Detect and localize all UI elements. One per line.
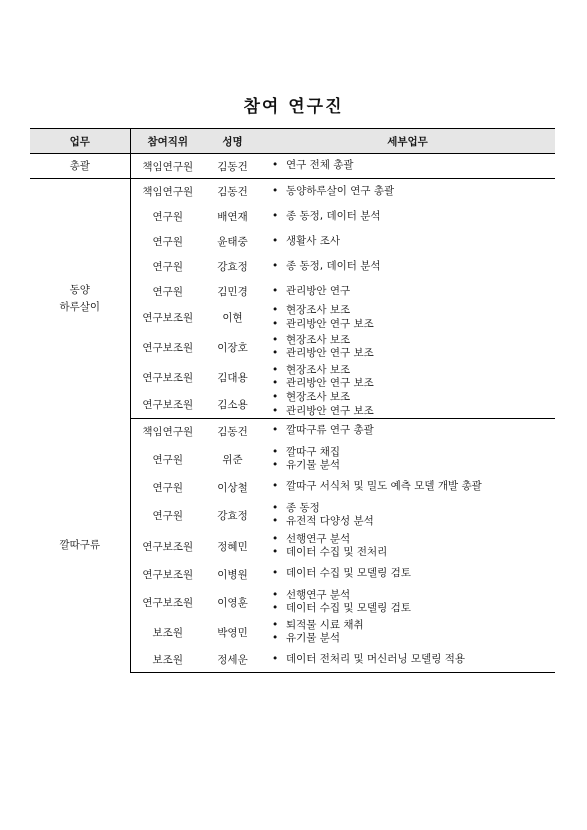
name-cell: 김동건	[217, 186, 248, 198]
duties-list	[270, 480, 555, 494]
duty-item: • 선행연구 분석	[270, 589, 555, 603]
task-category-cell	[30, 419, 130, 673]
duties-cell	[260, 499, 555, 531]
duties-list	[270, 567, 555, 581]
duties-list	[270, 210, 555, 224]
position-cell: 연구원	[152, 211, 183, 223]
name-cell: 윤태중	[217, 236, 248, 248]
duties-cell	[260, 443, 555, 475]
duties-cell	[260, 647, 555, 673]
task-category-label: 하루살이	[59, 300, 101, 313]
duty-item: • 데이터 전처리 및 머신러닝 모델링 적용	[270, 653, 555, 667]
duty-item: • 생활사 조사	[270, 235, 555, 249]
research-staff-table	[30, 128, 555, 673]
position-cell: 연구원	[152, 236, 183, 248]
duty-item: • 데이터 수집 및 모델링 검토	[270, 602, 555, 616]
duty-item: • 데이터 수집 및 전처리	[270, 546, 555, 560]
duty-item: • 관리방안 연구	[270, 285, 555, 299]
name-cell: 위준	[222, 453, 243, 466]
duties-cell	[260, 617, 555, 647]
header-duties: 세부업무	[260, 129, 555, 154]
task-category-cell	[30, 154, 130, 179]
duty-item: • 깔따구 채집	[270, 446, 555, 460]
header-name: 성명	[205, 129, 260, 154]
duties-cell	[260, 179, 555, 205]
table-row	[30, 179, 555, 205]
duties-list	[270, 446, 555, 473]
position-cell: 연구원	[152, 509, 183, 522]
duties-list	[270, 185, 555, 199]
duties-list	[270, 502, 555, 529]
page-title: 참여 연구진	[243, 97, 344, 117]
duties-list	[270, 533, 555, 560]
position-cell: 연구보조원	[142, 341, 194, 354]
duty-item: • 관리방안 연구 보조	[270, 377, 555, 391]
position-cell: 연구원	[152, 481, 183, 494]
duties-cell	[260, 254, 555, 279]
task-category-label: 동양	[69, 283, 90, 296]
duties-list	[270, 619, 555, 646]
duties-list	[270, 364, 555, 391]
duty-item: • 현장조사 보조	[270, 391, 555, 405]
duty-item: • 종 동정, 데이터 분석	[270, 210, 555, 224]
name-cell: 박영민	[217, 626, 248, 639]
duty-item: • 깔따구 서식처 및 밀도 예측 모델 개발 총괄	[270, 480, 555, 494]
duty-item: • 퇴적물 시료 채취	[270, 619, 555, 633]
duty-item: • 유기물 분석	[270, 632, 555, 646]
duties-cell	[260, 587, 555, 617]
duties-cell	[260, 475, 555, 499]
position-cell: 연구보조원	[142, 312, 194, 324]
duty-item: • 관리방안 연구 보조	[270, 318, 555, 332]
duty-item: • 동양하루살이 연구 총괄	[270, 185, 555, 199]
duties-cell	[260, 204, 555, 229]
duties-cell	[260, 561, 555, 587]
position-cell: 책임연구원	[130, 154, 205, 179]
position-cell: 책임연구원	[142, 186, 194, 198]
name-cell: 김대용	[217, 371, 248, 384]
name-cell: 이장호	[217, 341, 248, 354]
position-cell: 책임연구원	[142, 425, 194, 438]
name-cell: 배연재	[217, 211, 248, 223]
duties-cell	[260, 331, 555, 363]
name-cell: 정혜민	[217, 540, 248, 553]
duties-list	[270, 589, 555, 616]
name-cell: 김민경	[217, 286, 248, 298]
task-category-label: 총괄	[69, 159, 90, 172]
duties-list	[270, 391, 555, 418]
duty-item: • 데이터 수집 및 모델링 검토	[270, 567, 555, 581]
duty-item: • 현장조사 보조	[270, 364, 555, 378]
position-cell: 연구보조원	[142, 568, 194, 581]
duties-list	[270, 285, 555, 299]
duty-item: • 현장조사 보조	[270, 334, 555, 348]
duties-list	[270, 424, 555, 438]
position-cell: 연구원	[152, 286, 183, 298]
duties-cell	[260, 363, 555, 391]
position-cell: 연구원	[152, 453, 183, 466]
position-cell: 연구보조원	[142, 596, 194, 609]
duties-list	[270, 334, 555, 361]
name-cell: 이영훈	[217, 596, 248, 609]
name-cell: 정세운	[205, 647, 260, 673]
duty-item: • 종 동정, 데이터 분석	[270, 260, 555, 274]
duties-cell	[260, 419, 555, 444]
name-cell: 김소용	[205, 391, 260, 419]
position-cell: 연구원	[152, 261, 183, 273]
name-cell: 김동건	[217, 425, 248, 438]
name-cell: 강효정	[217, 261, 248, 273]
duty-item: • 종 동정	[270, 502, 555, 516]
duties-list	[270, 304, 555, 331]
duties-list	[270, 235, 555, 249]
name-cell: 강효정	[217, 509, 248, 522]
duty-item: • 깔따구류 연구 총괄	[270, 424, 555, 438]
position-cell: 연구보조원	[142, 371, 194, 384]
position-cell: 보조원	[152, 626, 183, 639]
duty-item: • 연구 전체 총괄	[270, 159, 555, 173]
task-category-label: 깔따구류	[59, 539, 101, 551]
position-cell: 연구보조원	[142, 540, 194, 553]
duty-item: • 관리방안 연구 보조	[270, 347, 555, 361]
name-cell: 이현	[222, 312, 243, 324]
task-category-cell	[30, 179, 130, 419]
duties-cell	[260, 304, 555, 331]
header-position: 참여직위	[130, 129, 205, 154]
name-cell: 이상철	[217, 481, 248, 494]
duties-cell	[260, 279, 555, 304]
duty-item: • 유기물 분석	[270, 459, 555, 473]
duty-item: • 선행연구 분석	[270, 533, 555, 547]
duties-cell	[260, 154, 555, 179]
name-cell: 이병원	[217, 568, 248, 581]
table-row	[30, 419, 555, 444]
name-cell: 김동건	[205, 154, 260, 179]
duties-cell	[260, 229, 555, 254]
table-body	[30, 154, 555, 673]
duty-item: • 관리방안 연구 보조	[270, 405, 555, 419]
position-cell: 보조원	[130, 647, 205, 673]
header-task: 업무	[30, 129, 130, 154]
duties-cell	[260, 391, 555, 419]
position-cell: 연구보조원	[130, 391, 205, 419]
duty-item: • 유전적 다양성 분석	[270, 515, 555, 529]
table-header-row	[30, 129, 555, 154]
duties-list	[270, 260, 555, 274]
duty-item: • 현장조사 보조	[270, 304, 555, 318]
duties-list	[270, 159, 555, 173]
duties-list	[270, 653, 555, 667]
table-row	[30, 154, 555, 179]
duties-cell	[260, 531, 555, 561]
